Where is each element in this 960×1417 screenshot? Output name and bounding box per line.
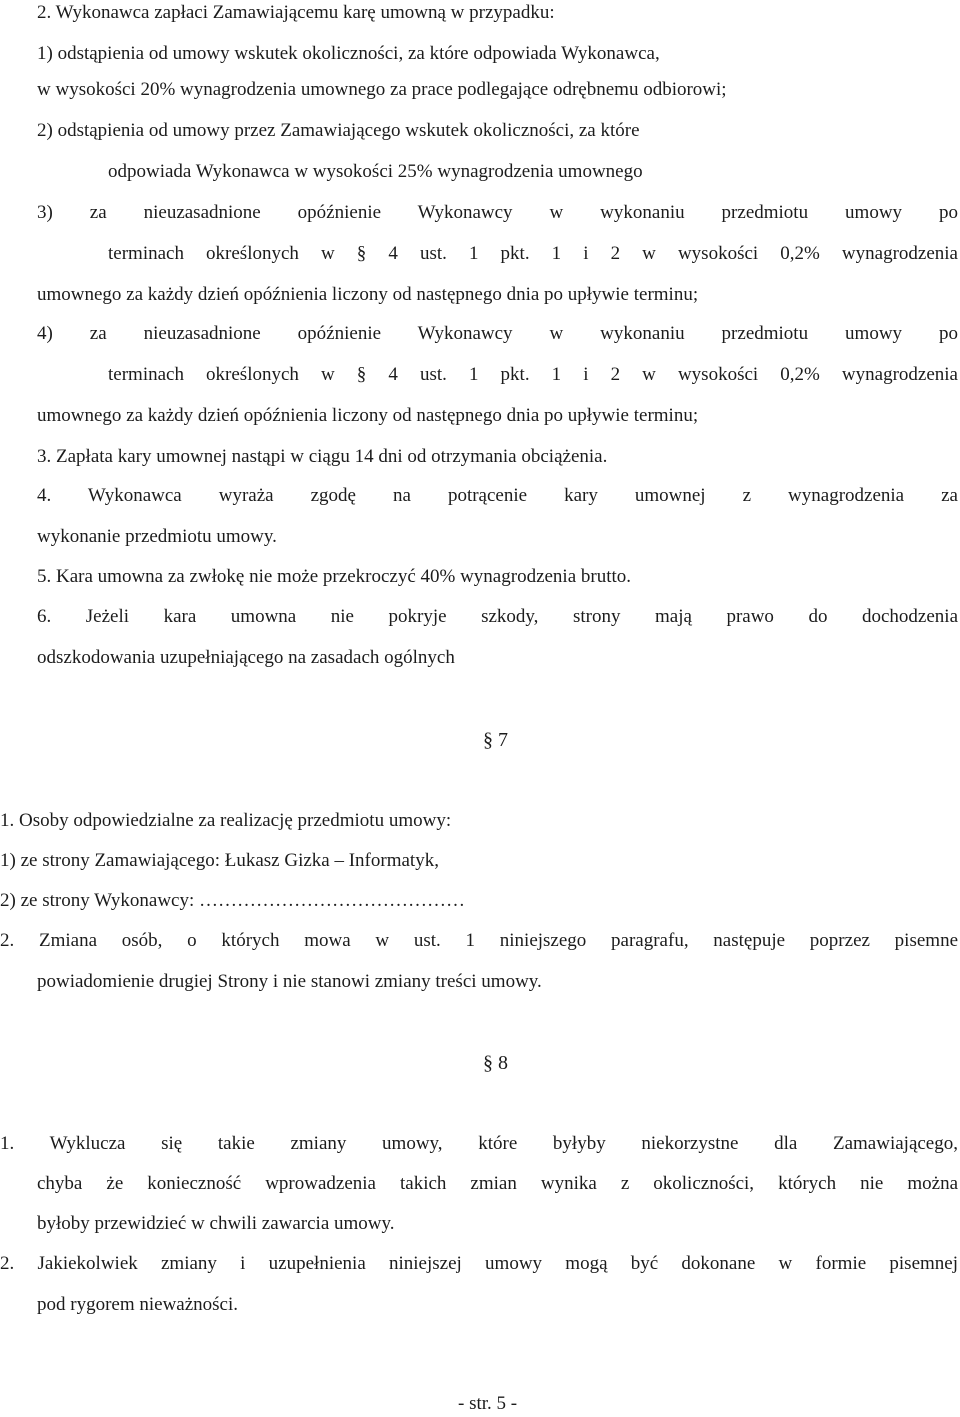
section-8-clause-1-line-3: byłoby przewidzieć w chwili zawarcia umowy.: [37, 1213, 395, 1234]
page-number: - str. 5 -: [458, 1393, 518, 1414]
section-7-clause-1: 1. Osoby odpowiedzialne za realizację przedmiotu umowy:: [0, 810, 452, 831]
section-8-clause-1-line-1: 1. Wyklucza się takie zmiany umowy, które byłyby niekorzystne dla Zamawiającego,: [0, 1133, 958, 1154]
clause-2-item-1-line-1: 1) odstąpienia od umowy wskutek okoliczności, za które odpowiada Wykonawca,: [37, 43, 660, 64]
section-7-clause-1-item-1: 1) ze strony Zamawiającego: Łukasz Gizka – Informatyk,: [0, 850, 439, 871]
clause-2-item-3-line-2: terminach określonych w § 4 ust. 1 pkt. 1 i 2 w wysokości 0,2% wynagrodzenia: [108, 243, 958, 264]
section-7-clause-2-line-2: powiadomienie drugiej Strony i nie stanowi zmiany treści umowy.: [37, 971, 542, 992]
clause-2-item-3-line-3: umownego za każdy dzień opóźnienia liczony od następnego dnia po upływie terminu;: [37, 284, 699, 305]
section-8-clause-2-line-1: 2. Jakiekolwiek zmiany i uzupełnienia niniejszej umowy mogą być dokonane w formie pisemnej: [0, 1253, 958, 1274]
section-8-clause-2-line-2: pod rygorem nieważności.: [37, 1294, 239, 1315]
clause-4-line-1: 4. Wykonawca wyraża zgodę na potrącenie kary umownej z wynagrodzenia za: [37, 485, 958, 506]
clause-2-item-4-line-1: 4) za nieuzasadnione opóźnienie Wykonawcy w wykonaniu przedmiotu umowy po: [37, 323, 958, 344]
clause-2-heading: 2. Wykonawca zapłaci Zamawiającemu karę umowną w przypadku:: [37, 2, 555, 23]
clause-2-item-4-line-3: umownego za każdy dzień opóźnienia liczony od następnego dnia po upływie terminu;: [37, 405, 699, 426]
clause-2-item-4-line-2: terminach określonych w § 4 ust. 1 pkt. 1 i 2 w wysokości 0,2% wynagrodzenia: [108, 364, 958, 385]
clause-4-line-2: wykonanie przedmiotu umowy.: [37, 526, 277, 547]
clause-2-item-2-line-2: odpowiada Wykonawca w wysokości 25% wynagrodzenia umownego: [108, 161, 643, 182]
section-7-clause-2-line-1: 2. Zmiana osób, o których mowa w ust. 1 niniejszego paragrafu, następuje poprzez pisemne: [0, 930, 958, 951]
clause-2-item-3-line-1: 3) za nieuzasadnione opóźnienie Wykonawcy w wykonaniu przedmiotu umowy po: [37, 202, 958, 223]
section-7-heading: § 7: [483, 729, 508, 751]
clause-6-line-2: odszkodowania uzupełniającego na zasadach ogólnych: [37, 647, 455, 668]
clause-6-line-1: 6. Jeżeli kara umowna nie pokryje szkody, strony mają prawo do dochodzenia: [37, 606, 958, 627]
section-8-clause-1-line-2: chyba że konieczność wprowadzenia takich zmian wynika z okoliczności, których nie można: [37, 1173, 958, 1194]
clause-2-item-1-line-2: w wysokości 20% wynagrodzenia umownego za prace podlegające odrębnemu odbiorowi;: [37, 79, 727, 100]
clause-5: 5. Kara umowna za zwłokę nie może przekroczyć 40% wynagrodzenia brutto.: [37, 566, 632, 587]
section-7-clause-1-item-2: 2) ze strony Wykonawcy: ……………………………………: [0, 890, 466, 911]
section-8-heading: § 8: [483, 1052, 508, 1074]
clause-2-item-2-line-1: 2) odstąpienia od umowy przez Zamawiającego wskutek okoliczności, za które: [37, 120, 640, 141]
clause-3: 3. Zapłata kary umownej nastąpi w ciągu 14 dni od otrzymania obciążenia.: [37, 446, 608, 467]
